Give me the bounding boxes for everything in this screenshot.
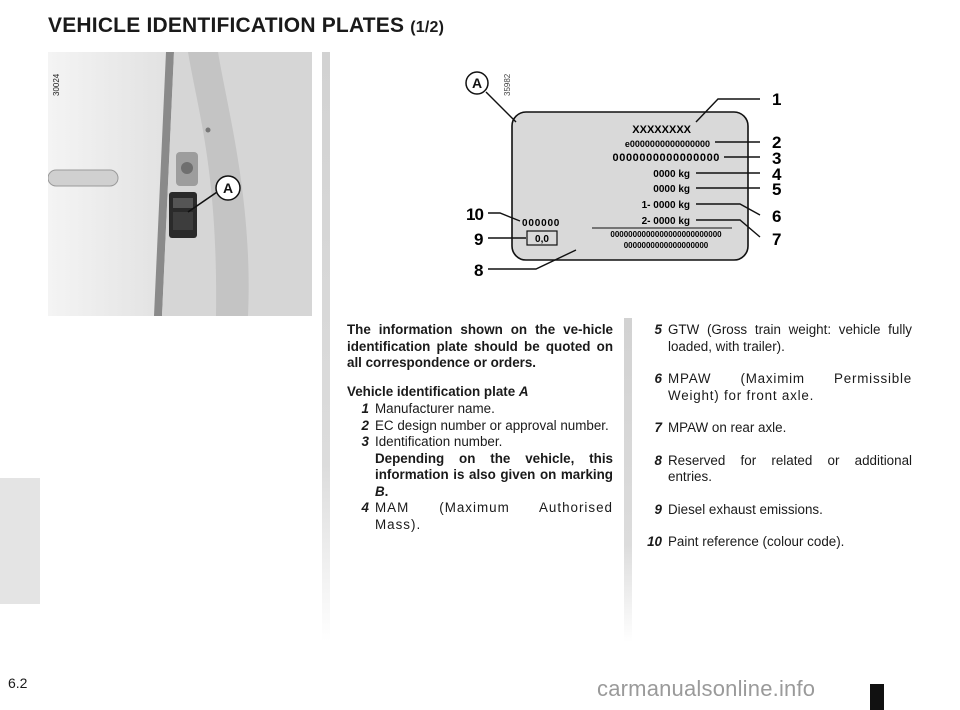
list-item bbox=[347, 418, 613, 435]
item-text: Paint reference (colour code). bbox=[668, 534, 845, 549]
item-text: Reserved for related or additional entries. bbox=[668, 452, 912, 484]
plate-gtw: 0000 kg bbox=[653, 184, 690, 195]
plate-gvw: 0000 kg bbox=[653, 169, 690, 180]
item-text: MPAW on rear axle. bbox=[668, 420, 787, 435]
plate-emissions: 0,0 bbox=[535, 234, 549, 245]
list-item bbox=[640, 322, 912, 355]
item-number: 4 bbox=[361, 500, 369, 515]
list-item bbox=[347, 500, 613, 533]
callout-7: 7 bbox=[772, 230, 782, 249]
list-item bbox=[640, 371, 912, 404]
callout-9: 9 bbox=[474, 230, 484, 249]
item-text: GTW (Gross train weight: vehicle fully loaded, with trailer). bbox=[668, 322, 912, 354]
plate-subheading-ref: A bbox=[518, 383, 529, 399]
item-number: 10 bbox=[647, 534, 662, 549]
plate-ref-code: 35982 bbox=[503, 73, 512, 96]
list-item bbox=[640, 420, 912, 437]
plate-front-axle: 1- 0000 kg bbox=[641, 200, 690, 211]
item-number: 1 bbox=[361, 401, 369, 416]
photo-ref-code: 30024 bbox=[52, 73, 61, 96]
list-item bbox=[347, 434, 613, 451]
list-item bbox=[640, 534, 912, 551]
item-text: MPAW (Maximim Permissible Weight) for front axle. bbox=[668, 371, 912, 403]
title-part: (1/2) bbox=[410, 19, 445, 36]
list-item bbox=[640, 453, 912, 486]
left-text-column bbox=[347, 322, 613, 533]
plate-approval: e0000000000000000 bbox=[624, 139, 710, 149]
item-text: EC design number or approval number. bbox=[375, 417, 609, 433]
plate-subheading-text: Vehicle identification plate bbox=[347, 383, 516, 399]
door-pillar-photo bbox=[48, 52, 312, 316]
item-text: Manufacturer name. bbox=[375, 401, 495, 416]
item-number: 9 bbox=[654, 501, 662, 517]
column-divider-right bbox=[624, 318, 632, 642]
plate-callout-a: A bbox=[471, 75, 483, 91]
plate-maker: XXXXXXXX bbox=[632, 124, 691, 136]
item-number: 7 bbox=[654, 420, 662, 435]
callout-4: 4 bbox=[772, 165, 782, 184]
callout-6: 6 bbox=[772, 207, 782, 226]
plate-vin: 0000000000000000 bbox=[612, 152, 720, 164]
item-number: 2 bbox=[361, 417, 369, 433]
plate-subheading bbox=[347, 384, 613, 401]
column-divider-left bbox=[322, 52, 330, 642]
watermark-text: carmanualsonline.info bbox=[597, 676, 816, 701]
item-text: MAM (Maximum Authorised Mass). bbox=[375, 500, 613, 532]
door-pillar-illustration bbox=[48, 52, 312, 316]
item-text: Identification number. bbox=[375, 434, 503, 449]
item-note bbox=[375, 451, 613, 501]
plate-figure bbox=[440, 52, 800, 292]
callout-3: 3 bbox=[772, 149, 782, 168]
item-text: Diesel exhaust emissions. bbox=[668, 501, 823, 517]
photo-callout-a: A bbox=[222, 180, 234, 196]
callout-1: 1 bbox=[772, 90, 782, 109]
callout-2: 2 bbox=[772, 133, 782, 152]
intro-paragraph: The information shown on the ve-hicle identification plate should be quoted on all correspondence or orders. bbox=[347, 322, 613, 370]
plate-diagram bbox=[440, 52, 800, 292]
plate-additional-2: 0000000000000000000 bbox=[623, 241, 709, 250]
item-note-ref: B bbox=[375, 483, 385, 499]
item-note-text: Depending on the vehicle, this information is also given on marking bbox=[375, 450, 613, 482]
callout-10: 10 bbox=[466, 205, 483, 224]
list-item-note bbox=[347, 451, 613, 501]
title-main: VEHICLE IDENTIFICATION PLATES bbox=[48, 14, 405, 37]
page-title bbox=[48, 14, 444, 38]
callout-8: 8 bbox=[474, 261, 484, 280]
item-note-end: . bbox=[384, 483, 389, 499]
chapter-side-tab bbox=[0, 478, 40, 604]
watermark-mark bbox=[870, 684, 884, 710]
item-number: 3 bbox=[361, 434, 369, 449]
plate-additional-1: 0000000000000000000000000 bbox=[610, 230, 722, 239]
plate-paint-code: 000000 bbox=[522, 218, 561, 229]
item-number: 8 bbox=[654, 452, 662, 468]
item-number: 5 bbox=[654, 322, 662, 337]
list-item bbox=[347, 401, 613, 418]
right-text-column bbox=[640, 322, 912, 567]
item-number: 6 bbox=[654, 371, 662, 386]
callout-5: 5 bbox=[772, 180, 782, 199]
plate-rear-axle: 2- 0000 kg bbox=[641, 216, 690, 227]
list-item bbox=[640, 502, 912, 519]
page-number: 6.2 bbox=[8, 675, 28, 691]
